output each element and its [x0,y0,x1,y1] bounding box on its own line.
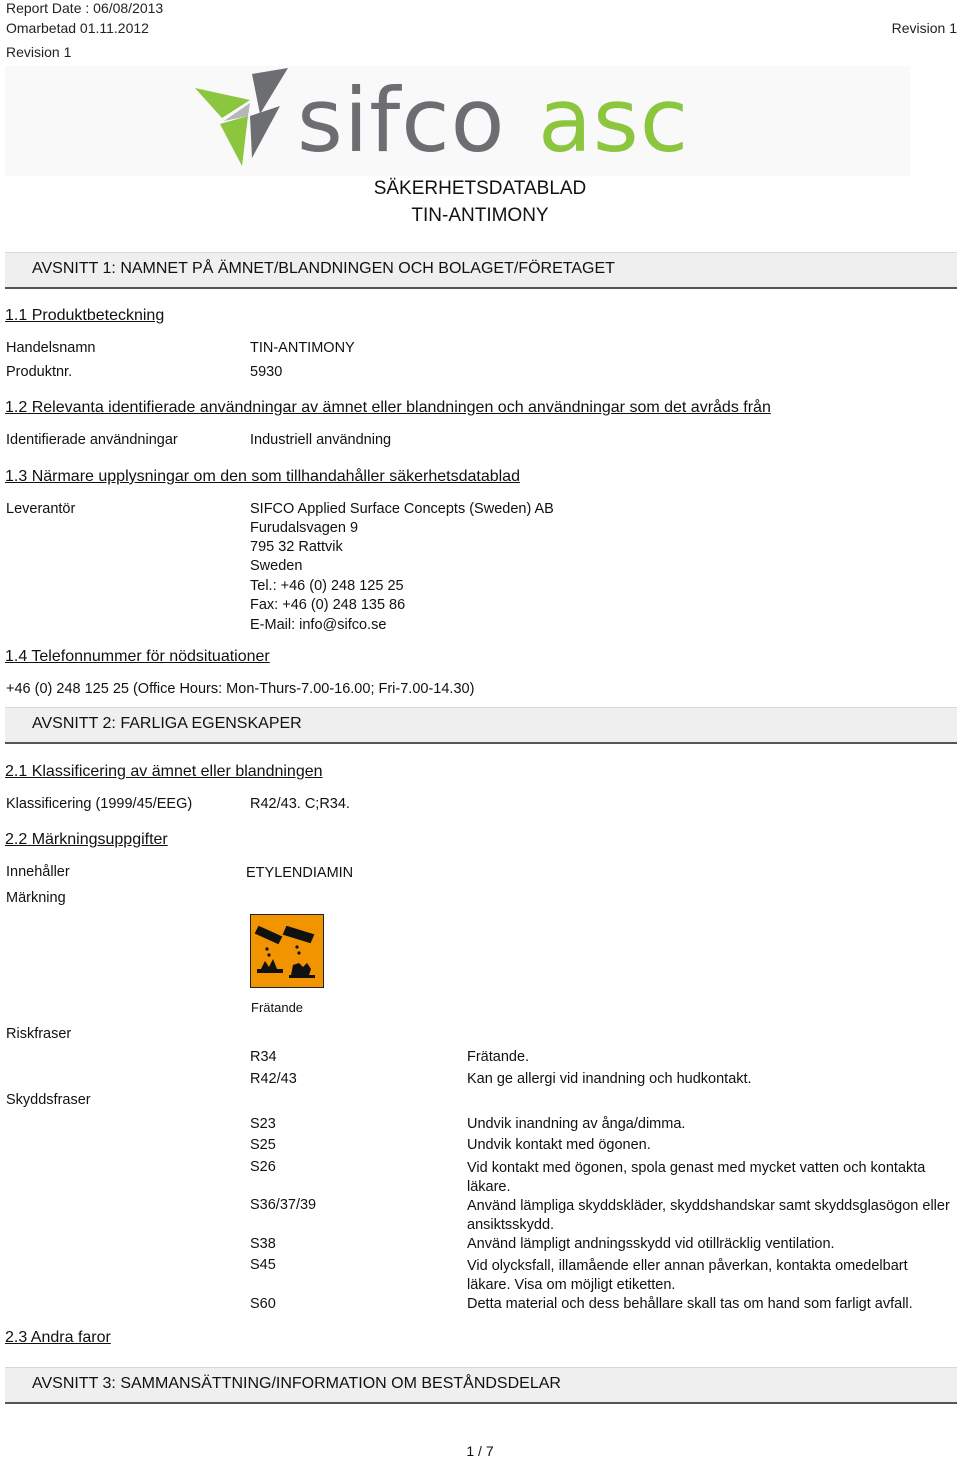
section-1-heading-text: AVSNITT 1: NAMNET PÅ ÄMNET/BLANDNINGEN OCH BOLAGET/FÖRETAGET [32,260,615,277]
safety-text: Detta material och dess behållare skall tas om hand som farligt avfall. [467,1296,913,1312]
logo-text-sifco: sifco [297,69,506,172]
subsection-2-3: 2.3 Andra faror [5,1329,111,1346]
safety-code: S26 [250,1159,276,1175]
trade-name-label: Handelsnamn [6,340,96,356]
safety-code: S38 [250,1236,276,1252]
identified-uses-value: Industriell användning [250,432,392,448]
section-3-heading-text: AVSNITT 3: SAMMANSÄTTNING/INFORMATION OM BESTÅNDSDELAR [32,1375,561,1392]
safety-text: Vid olycksfall, illamående eller annan påverkan, kontakta omedelbart läkare. Visa om möjligt etiketten. [467,1258,908,1293]
supplier-street: Furudalsvagen 9 [250,520,359,536]
safety-code: S36/37/39 [250,1197,317,1213]
risk-text: Kan ge allergi vid inandning och hudkontakt. [467,1071,752,1087]
section-3-heading [5,1367,957,1404]
safety-text: Använd lämpliga skyddskläder, skyddshandskar samt skyddsglasögon eller ansiktsskydd. [467,1198,950,1233]
supplier-email[interactable]: E-Mail: info@sifco.se [250,617,387,633]
revision-left: Revision 1 [6,44,72,60]
section-2-heading [5,707,957,744]
section-1-heading [5,252,957,289]
safety-text: Vid kontakt med ögonen, spola genast med mycket vatten och kontakta läkare. [467,1160,926,1195]
safety-text: Undvik kontakt med ögonen. [467,1137,651,1153]
document-title: SÄKERHETSDATABLAD [373,178,587,199]
supplier-label: Leverantör [6,501,76,517]
risk-code: R42/43 [250,1071,297,1087]
corrosive-pictogram-icon [250,914,324,988]
product-number-label: Produktnr. [6,364,73,380]
product-title: TIN-ANTIMONY [411,205,549,226]
labelling-label: Märkning [6,890,66,906]
trade-name-value: TIN-ANTIMONY [250,340,355,356]
subsection-1-3: 1.3 Närmare upplysningar om den som tillhandahåller säkerhetsdatablad [5,468,520,485]
supplier-fax: Fax: +46 (0) 248 135 86 [250,597,406,613]
supplier-country: Sweden [250,558,303,574]
classification-value: R42/43. C;R34. [250,796,350,812]
risk-text: Frätande. [467,1049,530,1065]
safety-text: Undvik inandning av ånga/dimma. [467,1116,686,1132]
logo-mark-icon [190,66,300,176]
section-2-heading-text: AVSNITT 2: FARLIGA EGENSKAPER [32,715,302,732]
company-logo [5,66,910,176]
subsection-1-4: 1.4 Telefonnummer för nödsituationer [5,648,270,665]
page-number: 1 / 7 [466,1443,494,1459]
subsection-1-1: 1.1 Produktbeteckning [5,307,165,324]
safety-text: Använd lämpligt andningsskydd vid otillräcklig ventilation. [467,1236,835,1252]
emergency-phone: +46 (0) 248 125 25 (Office Hours: Mon-Thurs-7.00-16.00; Fri-7.00-14.30) [6,681,475,697]
classification-label: Klassificering (1999/45/EEG) [6,796,193,812]
pictogram-caption: Frätande [251,1000,304,1015]
report-date: Report Date : 06/08/2013 [6,0,164,16]
risk-code: R34 [250,1049,277,1065]
risk-phrases-label: Riskfraser [6,1026,72,1042]
safety-code: S25 [250,1137,276,1153]
revised-date: Omarbetad 01.11.2012 [6,20,149,36]
supplier-phone: Tel.: +46 (0) 248 125 25 [250,578,404,594]
safety-code: S60 [250,1296,276,1312]
supplier-name: SIFCO Applied Surface Concepts (Sweden) AB [250,501,554,517]
safety-code: S23 [250,1116,276,1132]
revision-right: Revision 1 [891,20,957,36]
safety-phrases-label: Skyddsfraser [6,1092,91,1108]
contains-value: ETYLENDIAMIN [246,865,354,881]
contains-label: Innehåller [6,864,70,880]
safety-code: S45 [250,1257,276,1273]
subsection-2-2: 2.2 Märkningsuppgifter [5,831,168,848]
supplier-postcode: 795 32 Rattvik [250,539,343,555]
subsection-2-1: 2.1 Klassificering av ämnet eller blandningen [5,763,323,780]
product-number-value: 5930 [250,364,283,380]
subsection-1-2: 1.2 Relevanta identifierade användningar av ämnet eller blandningen och användningar som det avråds från [5,399,771,416]
identified-uses-label: Identifierade användningar [6,432,178,448]
logo-text-asc: asc [538,69,690,172]
